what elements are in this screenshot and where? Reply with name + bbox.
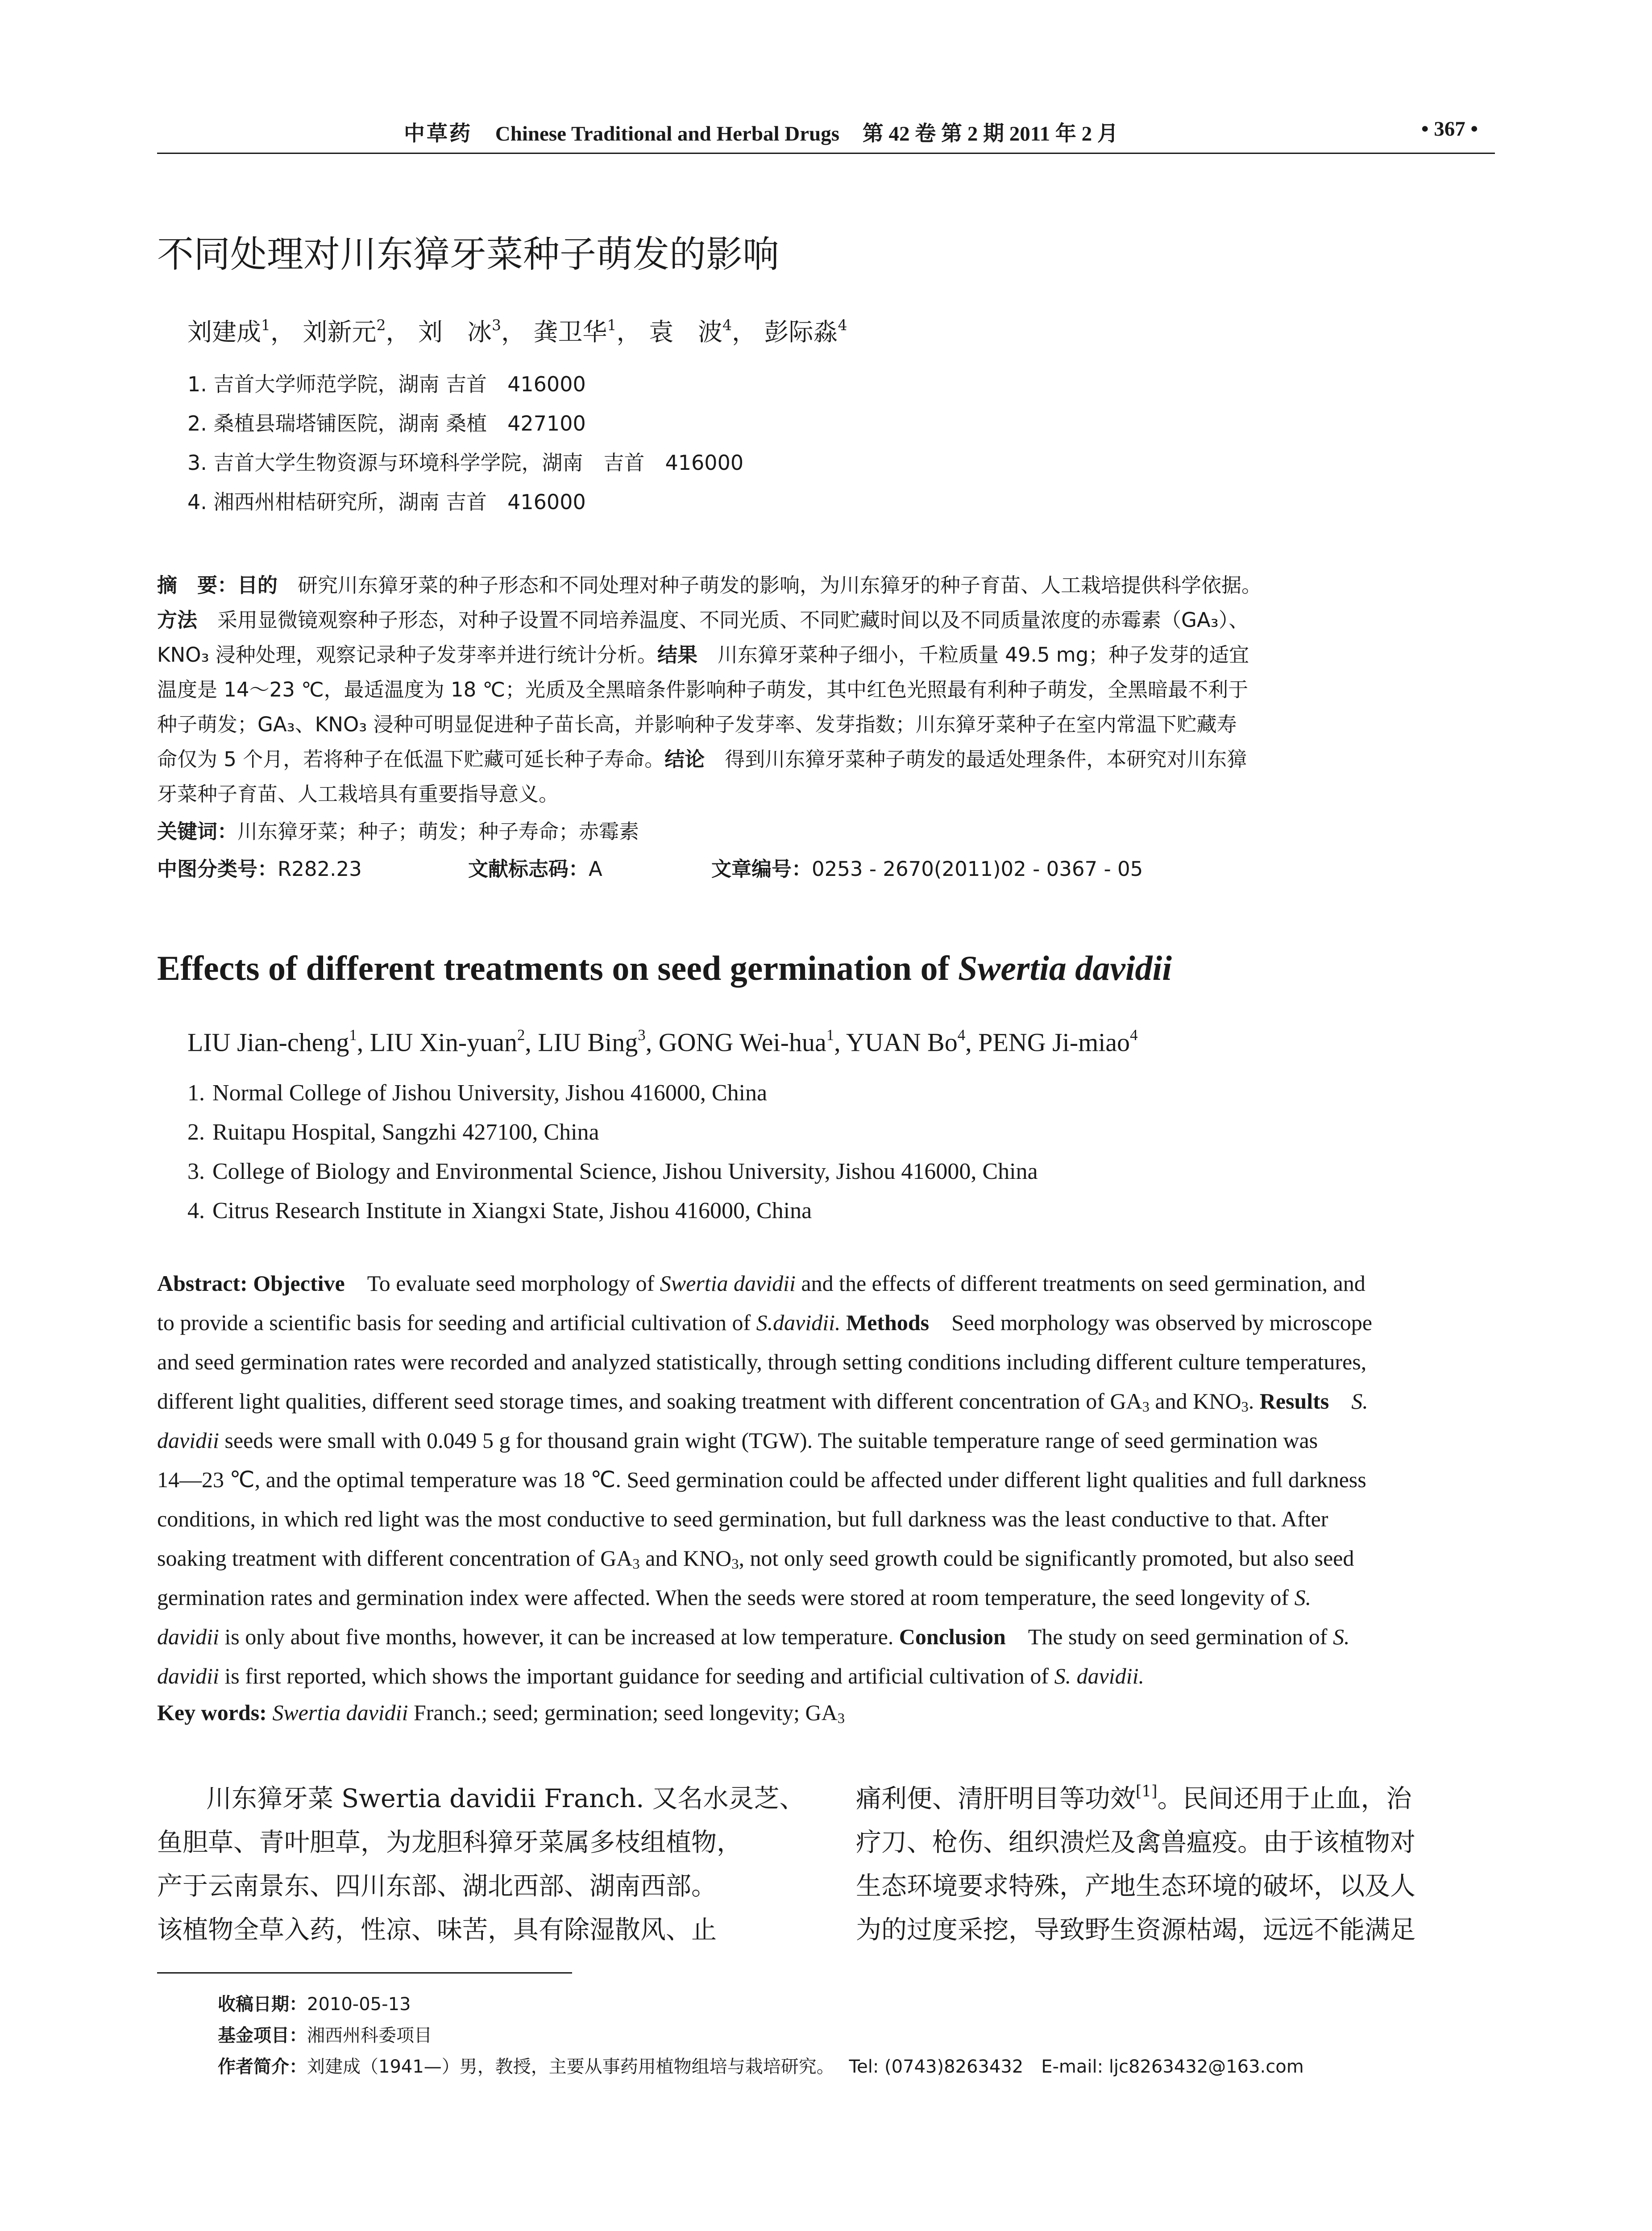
author-en: LIU Xin-yuan [369,1028,517,1057]
abstract-en-line [157,1427,1318,1453]
abstract-text: is only about five months, however, it can be increased at low temperature. [219,1624,899,1649]
abstract-text: is first reported, which shows the important guidance for seeding and artificial cultivation of [219,1663,1054,1688]
abstract-text: 得到川东獐牙菜种子萌发的最适处理条件，本研究对川东獐 [705,747,1247,771]
footnote-rule [157,1972,572,1974]
footnote-label: 收稿日期： [218,1994,307,2015]
abstract-en-line [157,1663,1144,1689]
keywords-cn [157,815,639,844]
author-sup: 4 [838,316,847,334]
abstract-cn-line [157,604,1249,633]
author-sup: 2 [517,1026,525,1044]
abstract-text: KNO₃ 浸种处理，观察记录种子发芽率并进行统计分析。 [157,643,657,667]
author-sup: 1 [261,316,271,334]
species-name: S. [1294,1585,1312,1610]
author-en: YUAN Bo [846,1028,958,1057]
article-number [711,853,1143,882]
results-label: Results [1259,1389,1329,1414]
footnote-author-bio [218,2053,1304,2078]
footnote-funding [218,2021,432,2047]
results-label: 结果 [657,643,697,667]
citation-ref[interactable]: [1] [1136,1783,1158,1801]
aff-text: Ruitapu Hospital, Sangzhi 427100, China [212,1120,599,1145]
keywords-en [157,1700,845,1727]
abstract-text: different light qualities, different seed storage times, and soaking treatment with different concentration of GA [157,1389,1142,1414]
affiliation-en [187,1158,1038,1185]
abstract-cn-line: 温度是 14～23 ℃，最适温度为 18 ℃；光质及全黑暗条件影响种子萌发，其中红色光照最有利种子萌发，全黑暗最不利于 [157,678,1249,701]
body-line: 该植物全草入药，性凉、味苦，具有除湿散风、止 [157,1915,717,1945]
author-en: PENG Ji-miao [978,1028,1130,1057]
abstract-text: to provide a scientific basis for seeding and artificial cultivation of [157,1310,756,1335]
author-sup: 3 [492,316,502,334]
body-line: 为的过度采挖，导致野生资源枯竭，远远不能满足 [856,1915,1415,1945]
abstract-label: 摘 要： [157,573,238,597]
author-en: LIU Bing [538,1028,638,1057]
abstract-en-line [157,1388,1368,1416]
body-line: 生态环境要求特殊，产地生态环境的破坏，以及人 [856,1871,1415,1901]
abstract-text: seeds were small with 0.049 5 g for thousand grain wight (TGW). The suitable temperature range of seed germination was [219,1428,1318,1453]
page-number: • 367 • [1421,117,1478,141]
abstract-cn-line [157,569,1262,598]
aff-text: Normal College of Jishou University, Jishou 416000, China [212,1080,768,1106]
abstract-text: and KNO [1149,1389,1241,1414]
abstract-en-line [157,1310,1372,1335]
aff-number: 1. [187,1080,205,1106]
conclusion-label: Conclusion [899,1624,1006,1649]
abstract-text: 川东獐牙菜种子细小，千粒质量 49.5 mg；种子发芽的适宜 [697,643,1249,667]
affiliation-en [187,1119,599,1145]
aff-number: 4. [187,1198,205,1223]
body-line [856,1778,1411,1815]
subscript: 3 [1241,1399,1249,1415]
body-line: 川东獐牙菜 Swertia davidii Franch. 又名水灵芝、 [206,1784,805,1813]
author-en: GONG Wei-hua [658,1028,826,1057]
author-en: LIU Jian-cheng [187,1028,349,1057]
species-name: davidii [157,1428,219,1453]
aff-number: 3. [187,1159,205,1184]
doc-code [468,853,602,882]
abstract-en-line [157,1624,1349,1650]
author-cn: 刘建成 [187,318,261,346]
abstract-cn-line [157,743,1247,772]
objective-label: Abstract: Objective [157,1271,345,1296]
abstract-text: soaking treatment with different concentration of GA [157,1546,633,1571]
footnote-text: 2010-05-13 [307,1994,411,2015]
authors-en: LIU Jian-cheng$^1$, LIU Xin-yuan$^2$, LIU Bing$^3$, GONG Wei-hua$^1$, YUAN Bo$^4$, PENG Ji-miao$^4$ [187,1026,1138,1057]
authors-cn: 刘建成$^1$， 刘新元$^2$， 刘 冰$^3$， 龚卫华$^1$， 袁 波$^4$， 彭际淼$^4$ [187,316,847,346]
subscript: 3 [1142,1399,1150,1415]
abstract-text: and the effects of different treatments on seed germination, and [795,1271,1366,1296]
aff-text: Citrus Research Institute in Xiangxi State, Jishou 416000, China [212,1198,812,1223]
author-sup: 4 [1130,1026,1138,1044]
doc-label: 文献标志码： [468,857,589,881]
clc-value: R282.23 [278,857,362,881]
abstract-en-line: 14—23 ℃, and the optimal temperature was 18 ℃. Seed germination could be affected under different light qualities and full darkness [157,1467,1366,1492]
running-header [404,117,1118,147]
author-cn: 彭际淼 [764,318,838,346]
journal-name-cn: 中草药 [404,122,472,145]
body-line: 疗刀、枪伤、组织溃烂及禽兽瘟疫。由于该植物对 [856,1828,1415,1857]
author-sup: 3 [638,1026,646,1044]
footnote-label: 基金项目： [218,2025,307,2046]
body-line: 鱼胆草、青叶胆草，为龙胆科獐牙菜属多枝组植物， [157,1828,742,1857]
footnote-label: 作者简介： [218,2057,307,2077]
subscript: 3 [731,1556,739,1572]
abstract-text: Seed morphology was observed by microscope [951,1310,1372,1335]
objective-label: 目的 [237,573,278,597]
classification-line [157,853,362,882]
affiliation-cn: 3. 吉首大学生物资源与环境科学学院，湖南 吉首 416000 [187,451,744,475]
abstract-text: 研究川东獐牙菜的种子形态和不同处理对种子萌发的影响，为川东獐牙的种子育苗、人工栽培提供科学依据。 [278,573,1262,597]
author-sup: 2 [376,316,386,334]
abstract-en-line [157,1270,1366,1296]
footnote-text: 刘建成（1941—）男，教授，主要从事药用植物组培与栽培研究。 Tel: (0743)8263432 E-mail: ljc8263432@163.com [307,2057,1304,2077]
journal-name-en: Chinese Traditional and Herbal Drugs [495,122,840,145]
subscript: 3 [837,1710,845,1727]
author-cn: 龚卫华 [533,318,607,346]
author-cn: 刘 冰 [418,318,492,346]
author-sup: 1 [607,316,617,334]
abstract-text: and KNO [639,1546,732,1571]
title-en-main: Effects of different treatments on seed germination of [157,949,959,987]
body-text: 。民间还用于止血，治 [1157,1784,1412,1813]
abstract-en-line [157,1584,1311,1610]
author-sup: 1 [826,1026,834,1044]
abstract-en-line: and seed germination rates were recorded and analyzed statistically, through setting conditions including different culture temperatures, [157,1349,1367,1374]
species-name: Swertia davidii [660,1271,796,1296]
aff-number: 2. [187,1120,205,1145]
author-sup: 4 [722,316,732,334]
keywords-text: Franch.; seed; germination; seed longevity; GA [408,1700,838,1725]
issue-info: 第 42 卷 第 2 期 2011 年 2 月 [862,122,1118,145]
author-sup: 1 [349,1026,357,1044]
author-sup: 4 [957,1026,966,1044]
header-rule [157,153,1495,154]
species-name: S. davidii. [1054,1663,1144,1688]
species-name: S. [1332,1624,1350,1649]
abstract-text: . [1248,1389,1260,1414]
body-line: 产于云南景东、四川东部、湖北西部、湖南西部。 [157,1871,717,1901]
affiliation-cn: 2. 桑植县瑞塔铺医院，湖南 桑植 427100 [187,411,586,435]
title-en-species: Swertia davidii [958,949,1172,987]
affiliation-cn: 1. 吉首大学师范学院，湖南 吉首 416000 [187,372,586,396]
species-name: Swertia davidii [272,1700,408,1725]
abstract-text: To evaluate seed morphology of [367,1271,660,1296]
methods-label: 方法 [157,608,198,632]
species-name: davidii [157,1624,219,1649]
article-value: 0253 - 2670(2011)02 - 0367 - 05 [812,857,1143,881]
author-cn: 袁 波 [649,318,723,346]
aff-text: College of Biology and Environmental Science, Jishou University, Jishou 416000, China [212,1159,1038,1184]
abstract-en-line: conditions, in which red light was the most conductive to seed germination, but full darkness was the least conductive to that. After [157,1506,1328,1531]
affiliation-en [187,1080,768,1106]
abstract-text: The study on seed germination of [1028,1624,1333,1649]
abstract-cn-line [157,639,1249,668]
title-en [157,948,1172,988]
abstract-cn-line: 牙菜种子育苗、人工栽培具有重要指导意义。 [157,782,559,806]
abstract-text: 命仅为 5 个月，若将种子在低温下贮藏可延长种子寿命。 [157,747,665,771]
abstract-text: germination rates and germination index were affected. When the seeds were stored at room temperature, the seed longevity of [157,1585,1295,1610]
species-name: davidii [157,1663,219,1688]
keywords-label: Key words: [157,1700,273,1725]
methods-label: Methods [840,1310,930,1335]
conclusion-label: 结论 [664,747,705,771]
subscript: 3 [632,1556,640,1572]
footnote-received [218,1990,411,2015]
keywords-label: 关键词： [157,820,238,843]
species-name: S.davidii. [756,1310,841,1335]
footnote-text: 湘西州科委项目 [307,2025,432,2046]
author-cn: 刘新元 [303,318,377,346]
keywords-text: 川东獐牙菜；种子；萌发；种子寿命；赤霉素 [237,820,639,843]
abstract-en-line [157,1545,1354,1573]
clc-label: 中图分类号： [157,857,278,881]
affiliation-en [187,1198,812,1224]
affiliation-cn: 4. 湘西州柑桔研究所，湖南 吉首 416000 [187,490,586,514]
title-cn: 不同处理对川东獐牙菜种子萌发的影响 [157,233,780,276]
doc-value: A [589,857,602,881]
abstract-cn-line: 种子萌发；GA₃、KNO₃ 浸种可明显促进种子苗长高，并影响种子发芽率、发芽指数；川东獐牙菜种子在室内常温下贮藏寿 [157,713,1237,736]
species-name: S. [1351,1389,1368,1414]
abstract-text: 采用显微镜观察种子形态，对种子设置不同培养温度、不同光质、不同贮藏时间以及不同质量浓度的赤霉素（GA₃）、 [197,608,1249,632]
body-text: 痛利便、清肝明目等功效 [856,1784,1136,1813]
article-label: 文章编号： [711,857,812,881]
abstract-text: , not only seed growth could be significantly promoted, but also seed [739,1546,1354,1571]
